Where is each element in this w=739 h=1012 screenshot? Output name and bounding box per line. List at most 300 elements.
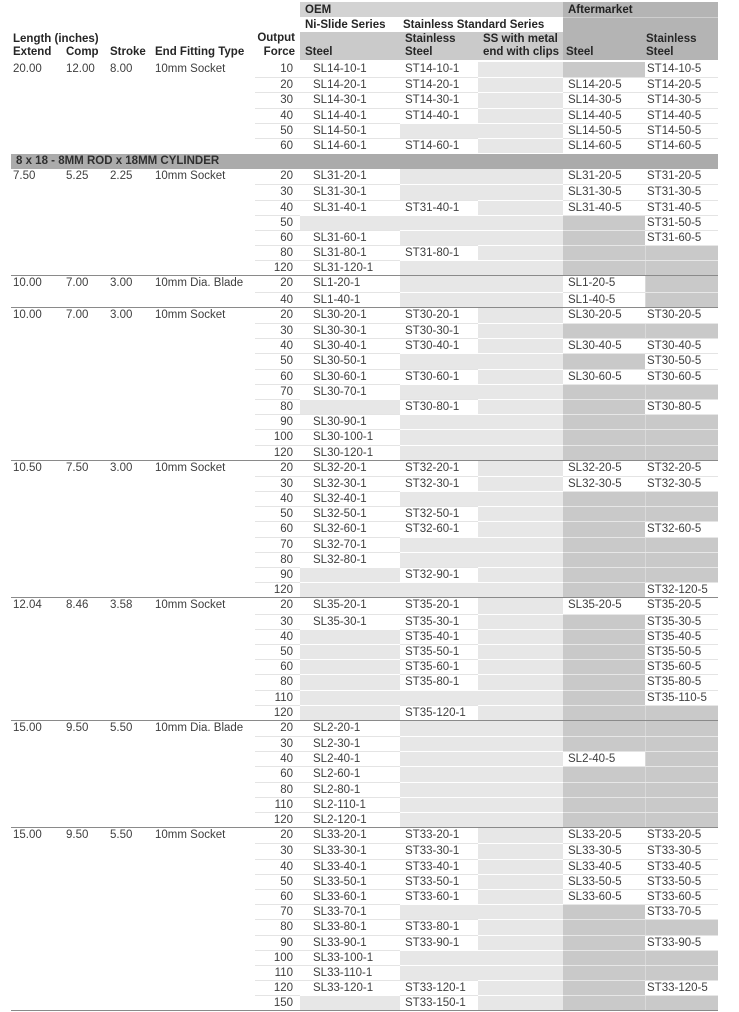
table-row bbox=[11, 491, 718, 506]
end-fitting-value: 10mm Socket bbox=[155, 63, 226, 75]
stainless-standard-series-label: Stainless Standard Series bbox=[403, 19, 545, 31]
oem-steel-part: SL14-20-1 bbox=[300, 77, 400, 92]
extend-value bbox=[11, 812, 64, 827]
table-row bbox=[11, 353, 718, 368]
oem-stainless-part bbox=[400, 260, 478, 275]
stroke-value bbox=[108, 369, 152, 384]
aftermarket-stainless-part bbox=[645, 797, 718, 812]
oem-steel-part: SL31-30-1 bbox=[300, 184, 400, 199]
ss-clips-cell bbox=[478, 950, 563, 965]
oem-steel-part: SL1-20-1 bbox=[300, 276, 400, 291]
comp-value bbox=[64, 614, 108, 629]
oem-stainless-part bbox=[400, 797, 478, 812]
aftermarket-stainless-part bbox=[645, 276, 718, 291]
table-row bbox=[11, 260, 718, 275]
output-force-value: 70 bbox=[255, 904, 300, 919]
stroke-value bbox=[108, 260, 152, 275]
oem-stainless-part bbox=[400, 276, 478, 291]
end-fitting-value bbox=[152, 77, 255, 92]
extend-value bbox=[11, 353, 64, 368]
output-force-line1: Output bbox=[257, 32, 295, 44]
extend-value bbox=[11, 215, 64, 230]
oem-stainless-part: ST33-60-1 bbox=[400, 889, 478, 904]
extend-value bbox=[11, 552, 64, 567]
table-row bbox=[11, 859, 718, 874]
end-fitting-value bbox=[152, 108, 255, 123]
oem-steel-part: SL2-20-1 bbox=[300, 721, 400, 736]
oem-stainless-part bbox=[400, 582, 478, 597]
aftermarket-steel-part bbox=[563, 980, 645, 995]
aftermarket-stainless-part: ST35-110-5 bbox=[645, 690, 718, 705]
stroke-value bbox=[108, 506, 152, 521]
oem-stainless-part bbox=[400, 965, 478, 980]
oem-stainless-part bbox=[400, 384, 478, 399]
oem-steel-part: SL35-20-1 bbox=[300, 598, 400, 613]
stroke-value bbox=[108, 659, 152, 674]
oem-stainless-part: ST33-150-1 bbox=[400, 995, 478, 1010]
stroke-value bbox=[108, 751, 152, 766]
aftermarket-stainless-part bbox=[645, 506, 718, 521]
comp-value bbox=[64, 491, 108, 506]
end-fitting-value bbox=[152, 782, 255, 797]
table-row bbox=[11, 766, 718, 781]
ss-clips-cell bbox=[478, 995, 563, 1010]
stroke-value bbox=[108, 552, 152, 567]
stroke-value bbox=[108, 476, 152, 491]
table-row bbox=[11, 506, 718, 521]
output-force-value: 120 bbox=[255, 260, 300, 275]
end-fitting-value bbox=[152, 705, 255, 720]
output-force-value: 20 bbox=[280, 277, 293, 290]
aftermarket-stainless-part: ST14-60-5 bbox=[645, 138, 718, 153]
stroke-value bbox=[108, 812, 152, 827]
ss-clips-cell bbox=[478, 476, 563, 491]
table-row bbox=[11, 338, 718, 353]
extend-value bbox=[11, 874, 64, 889]
stroke-value bbox=[108, 414, 152, 429]
oem-stainless-part: ST30-60-1 bbox=[400, 369, 478, 384]
table-row bbox=[11, 169, 718, 184]
aftermarket-steel-part: SL35-20-5 bbox=[563, 598, 645, 613]
oem-stainless-part bbox=[400, 552, 478, 567]
stroke-value bbox=[108, 736, 152, 751]
ss-clips-cell bbox=[478, 644, 563, 659]
oem-stainless-part: ST31-40-1 bbox=[400, 200, 478, 215]
aftermarket-stainless-part: ST31-30-5 bbox=[645, 184, 718, 199]
ss-clips-cell bbox=[478, 889, 563, 904]
comp-value bbox=[64, 429, 108, 444]
end-fitting-value bbox=[152, 904, 255, 919]
oem-stainless-part: ST14-30-1 bbox=[400, 92, 478, 107]
output-force-value: 20 bbox=[255, 77, 300, 92]
table-row bbox=[11, 414, 718, 429]
aftermarket-steel-part: SL33-20-5 bbox=[563, 828, 645, 843]
comp-value bbox=[64, 797, 108, 812]
end-fitting-value bbox=[152, 859, 255, 874]
stroke-value bbox=[108, 843, 152, 858]
stroke-value bbox=[108, 889, 152, 904]
end-fitting-value: 10mm Socket bbox=[155, 170, 226, 183]
aftermarket-stainless-part bbox=[645, 766, 718, 781]
end-fitting-value bbox=[152, 797, 255, 812]
stroke-value bbox=[108, 766, 152, 781]
comp-value bbox=[64, 445, 108, 460]
output-force-value: 100 bbox=[255, 429, 300, 444]
output-force-value: 70 bbox=[255, 537, 300, 552]
oem-stainless-part bbox=[400, 123, 478, 138]
end-fitting-value bbox=[152, 874, 255, 889]
table-row bbox=[11, 843, 718, 858]
extend-value bbox=[11, 935, 64, 950]
oem-stainless-part: ST35-60-1 bbox=[400, 659, 478, 674]
oem-stainless-part bbox=[400, 491, 478, 506]
extend-value bbox=[11, 92, 64, 107]
comp-value bbox=[64, 782, 108, 797]
oem-stainless-part bbox=[400, 429, 478, 444]
aftermarket-stainless-part: ST32-60-5 bbox=[645, 521, 718, 536]
aftermarket-stainless-part: ST14-40-5 bbox=[645, 108, 718, 123]
end-fitting-value bbox=[152, 353, 255, 368]
table-row bbox=[11, 567, 718, 582]
oem-stainless-part: ST35-50-1 bbox=[400, 644, 478, 659]
aftermarket-stainless-part: ST33-30-5 bbox=[645, 843, 718, 858]
extend-value bbox=[11, 644, 64, 659]
end-fitting-value bbox=[152, 980, 255, 995]
aftermarket-steel-part: SL31-20-5 bbox=[563, 169, 645, 184]
output-force-value: 50 bbox=[255, 123, 300, 138]
oem-group-label: OEM bbox=[305, 4, 332, 16]
comp-value: 5.25 bbox=[66, 170, 89, 183]
end-fitting-value: 10mm Dia. Blade bbox=[155, 721, 244, 734]
output-force-value: 20 bbox=[280, 599, 293, 612]
aftermarket-steel-part: SL33-30-5 bbox=[563, 843, 645, 858]
aftermarket-stainless-part: ST14-30-5 bbox=[645, 92, 718, 107]
ss-clips-line1: SS with metal bbox=[483, 33, 558, 45]
oem-stainless-part: ST32-20-1 bbox=[400, 461, 478, 476]
end-fitting-value bbox=[152, 123, 255, 138]
end-fitting-value bbox=[152, 230, 255, 245]
oem-steel-part: SL14-60-1 bbox=[300, 138, 400, 153]
oem-stainless-part bbox=[400, 230, 478, 245]
end-fitting-value: 10mm Socket bbox=[155, 461, 226, 474]
output-force-value: 80 bbox=[255, 782, 300, 797]
output-force-value: 20 bbox=[280, 308, 293, 321]
extend-value bbox=[11, 629, 64, 644]
ss-clips-cell bbox=[478, 323, 563, 338]
extend-value bbox=[11, 77, 64, 92]
comp-value: 9.50 bbox=[66, 721, 89, 734]
aftermarket-steel-part bbox=[563, 353, 645, 368]
ss-clips-cell bbox=[478, 965, 563, 980]
stroke-value: 2.25 bbox=[110, 170, 133, 183]
oem-stainless-part: ST32-60-1 bbox=[400, 521, 478, 536]
comp-value bbox=[64, 874, 108, 889]
oem-stainless-part: ST30-20-1 bbox=[400, 308, 478, 323]
output-force-value: 40 bbox=[255, 491, 300, 506]
ss-clips-cell bbox=[478, 184, 563, 199]
extend-value bbox=[11, 138, 64, 153]
table-row bbox=[11, 200, 718, 215]
ss-clips-cell bbox=[478, 828, 563, 843]
output-force-value: 80 bbox=[255, 552, 300, 567]
ss-clips-cell bbox=[478, 674, 563, 689]
ss-clips-cell bbox=[478, 751, 563, 766]
extend-value: 20.00 bbox=[13, 63, 42, 75]
output-force-value: 20 bbox=[280, 461, 293, 474]
end-fitting-value bbox=[152, 582, 255, 597]
oem-stainless-part bbox=[400, 292, 478, 307]
end-fitting-value bbox=[152, 384, 255, 399]
end-fitting-value bbox=[152, 260, 255, 275]
oem-steel-part: SL32-30-1 bbox=[300, 476, 400, 491]
aftermarket-stainless-part: ST35-80-5 bbox=[645, 674, 718, 689]
output-force-value: 90 bbox=[255, 567, 300, 582]
ss-clips-line2: end with clips bbox=[483, 46, 560, 58]
table-row bbox=[11, 674, 718, 689]
aftermarket-steel-part bbox=[563, 384, 645, 399]
oem-stainless-part: ST14-40-1 bbox=[400, 108, 478, 123]
ss-clips-cell bbox=[478, 721, 563, 736]
comp-value bbox=[64, 292, 108, 307]
table-section bbox=[11, 62, 718, 153]
aftermarket-stainless-part: ST30-40-5 bbox=[645, 338, 718, 353]
table-row bbox=[11, 659, 718, 674]
ni-slide-series-label: Ni-Slide Series bbox=[305, 19, 386, 31]
aftermarket-stainless-part bbox=[645, 445, 718, 460]
oem-steel-part bbox=[300, 995, 400, 1010]
extend-value bbox=[11, 751, 64, 766]
ss-clips-cell bbox=[478, 123, 563, 138]
table-row bbox=[11, 598, 718, 613]
table-row bbox=[11, 705, 718, 720]
ss-clips-cell bbox=[478, 782, 563, 797]
table-row bbox=[11, 889, 718, 904]
comp-value bbox=[64, 935, 108, 950]
oem-stainless-part bbox=[400, 736, 478, 751]
table-section bbox=[11, 597, 718, 720]
oem-stainless-part: ST14-60-1 bbox=[400, 138, 478, 153]
ss-clips-cell bbox=[478, 461, 563, 476]
comp-value bbox=[64, 138, 108, 153]
length-inches-label: Length (inches) bbox=[13, 33, 99, 45]
oem-stainless-part: ST33-50-1 bbox=[400, 874, 478, 889]
output-force-value: 60 bbox=[255, 138, 300, 153]
ss-clips-cell bbox=[478, 215, 563, 230]
ss-metal-end-clips-column-header bbox=[483, 33, 559, 59]
oem-steel-part: SL33-50-1 bbox=[300, 874, 400, 889]
extend-value bbox=[11, 260, 64, 275]
table-row bbox=[11, 138, 718, 153]
aftermarket-steel-part bbox=[563, 736, 645, 751]
extend-value bbox=[11, 797, 64, 812]
comp-value bbox=[64, 414, 108, 429]
comp-value bbox=[64, 215, 108, 230]
oem-stainless-part: ST33-30-1 bbox=[400, 843, 478, 858]
am-stainless-line1: Stainless bbox=[646, 33, 697, 45]
extend-value bbox=[11, 323, 64, 338]
comp-value bbox=[64, 690, 108, 705]
end-fitting-value bbox=[152, 614, 255, 629]
oem-steel-part: SL32-20-1 bbox=[300, 461, 400, 476]
aftermarket-stainless-part bbox=[645, 736, 718, 751]
table-row bbox=[11, 123, 718, 138]
stroke-value bbox=[108, 644, 152, 659]
aftermarket-steel-part: SL33-40-5 bbox=[563, 859, 645, 874]
end-fitting-value: 10mm Dia. Blade bbox=[155, 277, 244, 290]
aftermarket-steel-part bbox=[563, 582, 645, 597]
stroke-value bbox=[108, 537, 152, 552]
table-row bbox=[11, 62, 718, 77]
ss-clips-cell bbox=[478, 614, 563, 629]
comp-column-header: Comp bbox=[66, 46, 99, 58]
aftermarket-stainless-part bbox=[645, 812, 718, 827]
comp-value bbox=[64, 77, 108, 92]
aftermarket-stainless-part bbox=[645, 950, 718, 965]
output-force-value: 30 bbox=[255, 614, 300, 629]
table-row bbox=[11, 369, 718, 384]
output-force-value: 40 bbox=[255, 108, 300, 123]
comp-value bbox=[64, 521, 108, 536]
output-force-value: 20 bbox=[280, 829, 293, 842]
comp-value bbox=[64, 705, 108, 720]
oem-steel-part: SL33-30-1 bbox=[300, 843, 400, 858]
end-fitting-value: 10mm Socket bbox=[155, 308, 226, 321]
am-stainless-line2: Steel bbox=[646, 46, 674, 58]
aftermarket-steel-part bbox=[563, 659, 645, 674]
stroke-value bbox=[108, 429, 152, 444]
table-section bbox=[11, 720, 718, 827]
output-force-value: 30 bbox=[255, 184, 300, 199]
oem-stainless-part: ST33-90-1 bbox=[400, 935, 478, 950]
aftermarket-stainless-steel-column-header bbox=[646, 33, 697, 59]
output-force-value: 40 bbox=[255, 629, 300, 644]
extend-value bbox=[11, 766, 64, 781]
extend-value bbox=[11, 521, 64, 536]
extend-value bbox=[11, 369, 64, 384]
stroke-value bbox=[108, 797, 152, 812]
stroke-value: 3.58 bbox=[110, 599, 133, 612]
ss-clips-cell bbox=[478, 62, 563, 77]
oem-steel-part: SL31-120-1 bbox=[300, 260, 400, 275]
oem-stainless-part: ST33-120-1 bbox=[400, 980, 478, 995]
oem-stainless-part: ST30-30-1 bbox=[400, 323, 478, 338]
comp-value bbox=[64, 904, 108, 919]
stroke-value bbox=[108, 353, 152, 368]
size-group-banner: 8 x 18 - 8MM ROD x 18MM CYLINDER bbox=[11, 154, 718, 169]
stroke-value bbox=[108, 995, 152, 1010]
output-force-value: 60 bbox=[255, 230, 300, 245]
aftermarket-steel-part bbox=[563, 521, 645, 536]
extend-value bbox=[11, 230, 64, 245]
output-force-value: 60 bbox=[255, 889, 300, 904]
aftermarket-stainless-part: ST31-50-5 bbox=[645, 215, 718, 230]
comp-value bbox=[64, 123, 108, 138]
table-row bbox=[11, 323, 718, 338]
aftermarket-steel-part bbox=[563, 919, 645, 934]
aftermarket-stainless-part bbox=[645, 995, 718, 1010]
ss-clips-cell bbox=[478, 260, 563, 275]
table-row bbox=[11, 230, 718, 245]
oem-steel-part: SL30-20-1 bbox=[300, 308, 400, 323]
stroke-value bbox=[108, 904, 152, 919]
oem-steel-part: SL32-70-1 bbox=[300, 537, 400, 552]
end-fitting-value bbox=[152, 889, 255, 904]
stroke-value bbox=[108, 123, 152, 138]
extend-value: 10.50 bbox=[13, 461, 42, 474]
aftermarket-steel-part bbox=[563, 567, 645, 582]
stroke-value bbox=[108, 108, 152, 123]
aftermarket-steel-part bbox=[563, 215, 645, 230]
output-force-value: 60 bbox=[255, 766, 300, 781]
extend-value bbox=[11, 980, 64, 995]
extend-value bbox=[11, 108, 64, 123]
table-row bbox=[11, 812, 718, 827]
stroke-value bbox=[108, 874, 152, 889]
end-fitting-value bbox=[152, 690, 255, 705]
extend-value bbox=[11, 736, 64, 751]
output-force-value: 120 bbox=[255, 445, 300, 460]
oem-steel-part bbox=[300, 690, 400, 705]
stroke-value bbox=[108, 323, 152, 338]
table-row bbox=[11, 797, 718, 812]
aftermarket-steel-part bbox=[563, 62, 645, 77]
aftermarket-steel-part bbox=[563, 950, 645, 965]
end-fitting-value bbox=[152, 491, 255, 506]
extend-value bbox=[11, 614, 64, 629]
ss-clips-cell bbox=[478, 245, 563, 260]
comp-value bbox=[64, 812, 108, 827]
extend-value: 10.00 bbox=[13, 277, 42, 290]
extend-value bbox=[11, 690, 64, 705]
output-force-value: 20 bbox=[280, 170, 293, 183]
ss-clips-cell bbox=[478, 859, 563, 874]
table-row bbox=[11, 537, 718, 552]
oem-steel-part: SL14-50-1 bbox=[300, 123, 400, 138]
extend-value bbox=[11, 491, 64, 506]
oem-stainless-part: ST32-90-1 bbox=[400, 567, 478, 582]
end-fitting-value bbox=[152, 476, 255, 491]
stroke-value: 3.00 bbox=[110, 461, 133, 474]
ss-clips-cell bbox=[478, 414, 563, 429]
aftermarket-steel-part: SL30-20-5 bbox=[563, 308, 645, 323]
comp-value: 8.46 bbox=[66, 599, 89, 612]
oem-stainless-part: ST31-80-1 bbox=[400, 245, 478, 260]
oem-stainless-part bbox=[400, 537, 478, 552]
comp-value bbox=[64, 537, 108, 552]
oem-steel-part: SL1-40-1 bbox=[300, 292, 400, 307]
comp-value bbox=[64, 736, 108, 751]
comp-value bbox=[64, 353, 108, 368]
aftermarket-steel-part bbox=[563, 935, 645, 950]
extend-value bbox=[11, 338, 64, 353]
output-force-value: 80 bbox=[255, 245, 300, 260]
output-force-value: 60 bbox=[255, 659, 300, 674]
stroke-value bbox=[108, 491, 152, 506]
aftermarket-steel-part: SL33-60-5 bbox=[563, 889, 645, 904]
oem-steel-part: SL30-120-1 bbox=[300, 445, 400, 460]
output-force-value: 40 bbox=[255, 200, 300, 215]
stroke-value bbox=[108, 215, 152, 230]
table-row bbox=[11, 629, 718, 644]
aftermarket-steel-part bbox=[563, 629, 645, 644]
ss-clips-cell bbox=[478, 690, 563, 705]
aftermarket-stainless-part: ST32-20-5 bbox=[645, 461, 718, 476]
table-row bbox=[11, 476, 718, 491]
extend-value bbox=[11, 414, 64, 429]
oem-steel-part bbox=[300, 705, 400, 720]
comp-value bbox=[64, 230, 108, 245]
oem-steel-part bbox=[300, 644, 400, 659]
